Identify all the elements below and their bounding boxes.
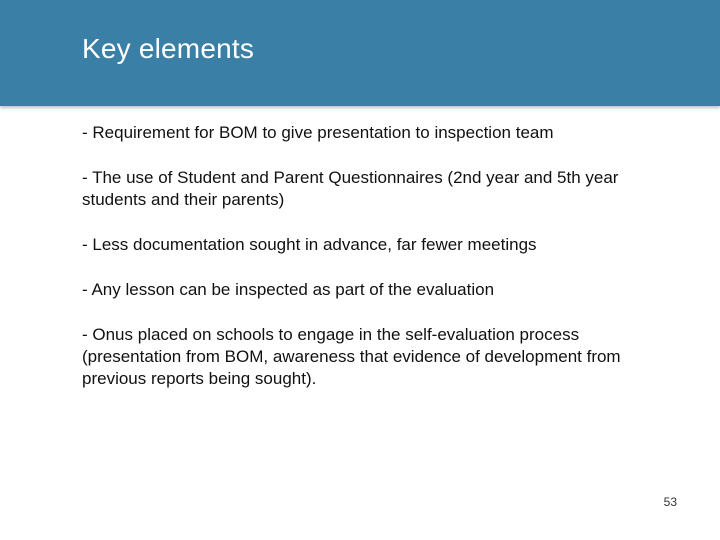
bullet-item: - The use of Student and Parent Questionnaires (2nd year and 5th year students and their parents) bbox=[82, 168, 619, 209]
bullet-item: - Less documentation sought in advance, far fewer meetings bbox=[82, 235, 537, 254]
page-number: 53 bbox=[663, 495, 677, 509]
bullet-item: - Requirement for BOM to give presentation to inspection team bbox=[82, 123, 554, 142]
header-bar bbox=[0, 0, 720, 106]
slide-title: Key elements bbox=[82, 33, 255, 64]
bullet-item: - Onus placed on schools to engage in the self-evaluation process (presentation from BOM, awareness that evidence of development from previous reports being sought). bbox=[82, 325, 621, 388]
bullet-item: - Any lesson can be inspected as part of the evaluation bbox=[82, 280, 495, 299]
bullet-list bbox=[82, 122, 682, 413]
